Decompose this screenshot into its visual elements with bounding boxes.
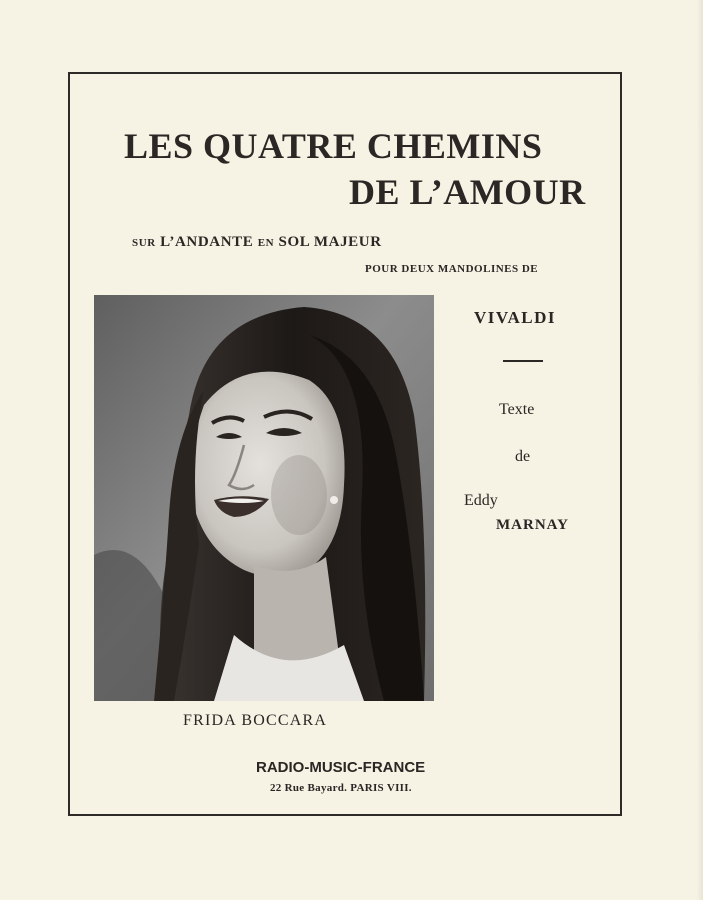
subtitle-line-1 (132, 235, 382, 250)
publisher-name: RADIO-MUSIC-FRANCE (256, 759, 426, 776)
lyrics-label-de: de (515, 448, 531, 465)
subtitle-en: EN (257, 237, 275, 249)
singer-name: FRIDA BOCCARA (183, 712, 328, 729)
publisher-address: 22 Rue Bayard. PARIS VIII. (270, 782, 412, 794)
title-line-1: LES QUATRE CHEMINS (124, 126, 543, 166)
subtitle-line-2: POUR DEUX MANDOLINES DE (365, 263, 539, 275)
title-line-2: DE L’AMOUR (349, 172, 586, 212)
subtitle-sur: SUR (132, 237, 156, 249)
lyricist-first-name: Eddy (464, 492, 498, 509)
singer-portrait-photo (94, 295, 434, 701)
composer-divider (503, 360, 543, 362)
paper-edge (697, 0, 703, 900)
subtitle-andante: L’ANDANTE (155, 234, 258, 250)
portrait-illustration (94, 295, 434, 701)
lyrics-label-texte: Texte (499, 401, 535, 418)
subtitle-key: SOL MAJEUR (274, 234, 382, 250)
composer-name: VIVALDI (474, 308, 556, 327)
lyricist-last-name: MARNAY (496, 517, 569, 533)
